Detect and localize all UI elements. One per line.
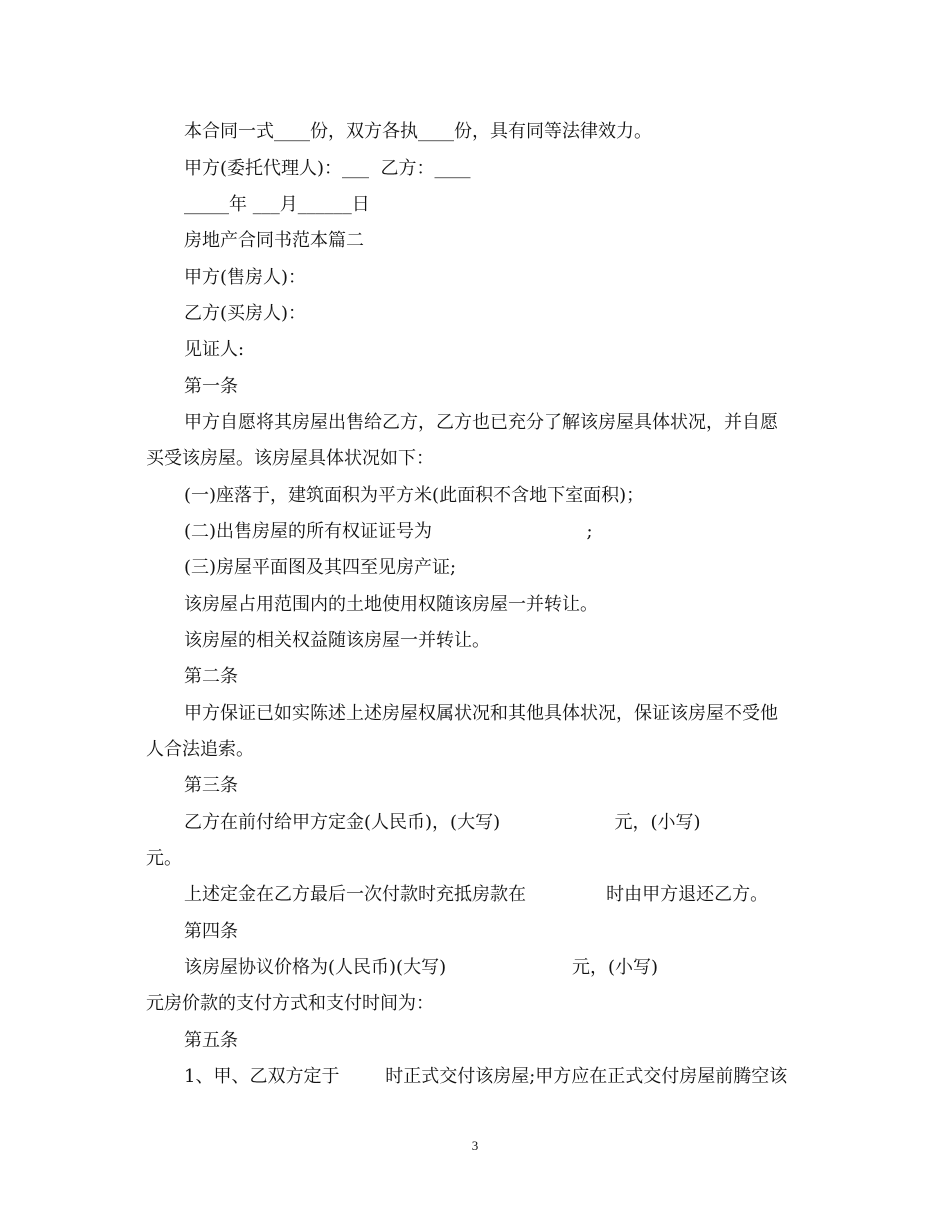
text-line: 乙方(买房人)：	[184, 303, 307, 324]
page-number: 3	[471, 1138, 479, 1153]
text-line: 见证人:	[184, 339, 245, 360]
text-line: 甲方保证已如实陈述上述房屋权属状况和其他具体状况，保证该房屋不受他	[184, 703, 778, 724]
text-line: _____年 ___月______日	[184, 194, 370, 215]
text-line: 元房价款的支付方式和支付时间为：	[146, 993, 434, 1014]
article-heading: 第五条	[184, 1030, 238, 1051]
text-line: (一)座落于，建筑面积为平方米(此面积不含地下室面积)；	[184, 485, 645, 506]
text-line: 买受该房屋。该房屋具体状况如下：	[146, 448, 434, 469]
article-heading: 第二条	[184, 666, 238, 687]
article-heading: 第四条	[184, 921, 238, 942]
text-line: 甲方自愿将其房屋出售给乙方，乙方也已充分了解该房屋具体状况，并自愿	[184, 412, 778, 433]
text-line: 甲方(售房人)：	[184, 267, 307, 288]
text-line: 人合法追索。	[146, 739, 254, 760]
text-line: 1、甲、乙双方定于 时正式交付该房屋;甲方应在正式交付房屋前腾空该	[184, 1066, 788, 1087]
text-line: 元。	[146, 848, 182, 869]
text-line: 本合同一式____份，双方各执____份，具有同等法律效力。	[184, 121, 652, 142]
text-line: 该房屋的相关权益随该房屋一并转让。	[184, 630, 490, 651]
article-heading: 第一条	[184, 376, 238, 397]
text-line: 该房屋占用范围内的土地使用权随该房屋一并转让。	[184, 594, 598, 615]
text-line: 上述定金在乙方最后一次付款时充抵房款在 时由甲方退还乙方。	[184, 884, 769, 905]
text-line: 乙方在前付给甲方定金(人民币)，(大写) 元，(小写)	[184, 812, 701, 833]
article-heading: 第三条	[184, 775, 238, 796]
section-heading: 房地产合同书范本篇二	[184, 230, 364, 251]
text-line: (二)出售房屋的所有权证证号为 ;	[184, 521, 593, 542]
text-line: 该房屋协议价格为(人民币)(大写) 元，(小写)	[184, 957, 659, 978]
text-line: (三)房屋平面图及其四至见房产证;	[184, 557, 457, 578]
text-line: 甲方(委托代理人)：___ 乙方：____	[184, 158, 471, 179]
